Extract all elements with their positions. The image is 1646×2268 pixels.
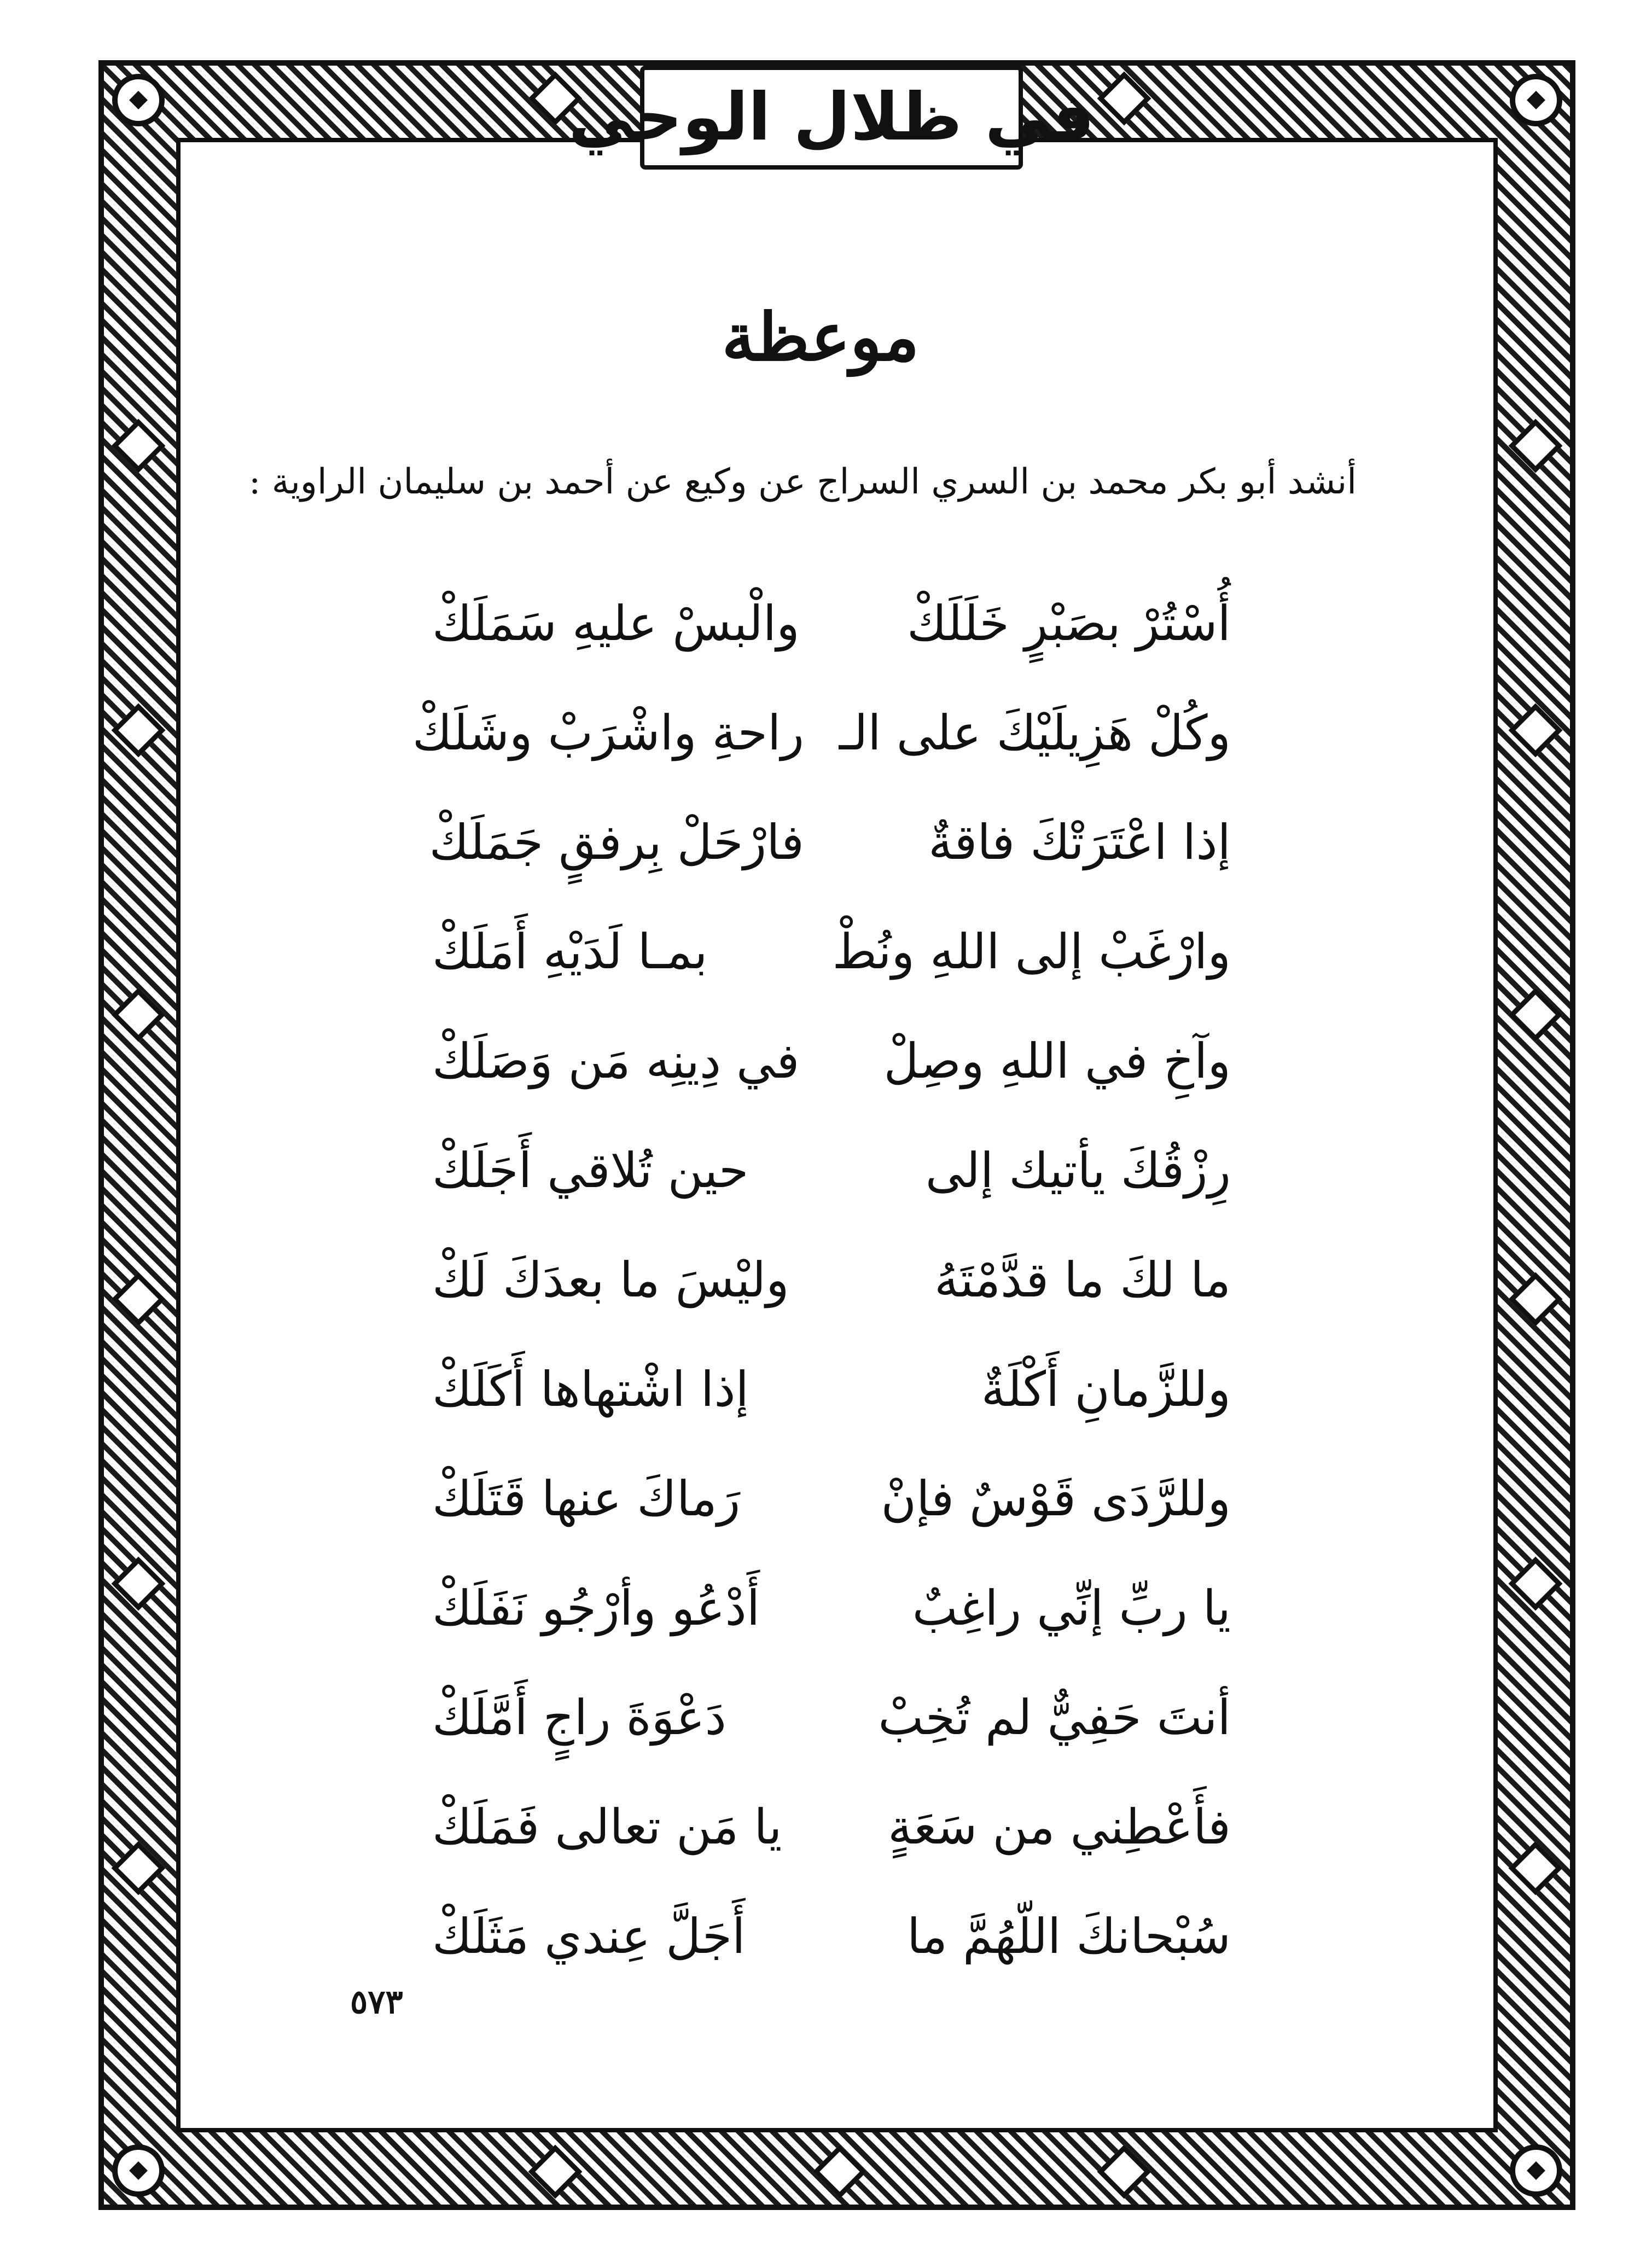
verse-first-hemistich: وللزَّمانِ أَكْلَةٌ (981, 1361, 1231, 1417)
corner-ornament-icon (112, 74, 165, 126)
verse-first-hemistich: رِزْقُكَ يأتيك إلى (925, 1142, 1231, 1199)
verse-line (432, 897, 1231, 1007)
verse-line (432, 1882, 1231, 1991)
poem-verses (412, 569, 1231, 1991)
verse-line (432, 1444, 1231, 1554)
verse-first-hemistich: ما لكَ ما قدَّمْتَهُ (934, 1252, 1231, 1308)
verse-line (412, 678, 1231, 788)
verse-second-hemistich: أَدْعُو وأرْجُو نَفَلَكْ (432, 1580, 760, 1636)
verse-first-hemistich: يا ربِّ إنِّي راغِبٌ (912, 1580, 1231, 1636)
verse-line (432, 1225, 1231, 1335)
verse-second-hemistich: رَماكَ عنها قَتَلَكْ (432, 1470, 741, 1527)
verse-second-hemistich: في دِينِه مَن وَصَلَكْ (432, 1033, 800, 1089)
corner-ornament-icon (1510, 74, 1562, 126)
corner-ornament-icon (1510, 2144, 1562, 2197)
verse-second-hemistich: وليْسَ ما بعدَكَ لَكْ (432, 1252, 789, 1308)
verse-second-hemistich: بمـا لَدَيْهِ أَمَلَكْ (432, 923, 708, 980)
poem-title: موعظة (722, 299, 920, 376)
verse-second-hemistich: والْبسْ عليهِ سَمَلَكْ (432, 595, 800, 652)
verse-first-hemistich: فأَعْطِني من سَعَةٍ (888, 1799, 1231, 1855)
verse-line (432, 1663, 1231, 1772)
verse-second-hemistich: دَعْوَةَ راجٍ أَمَّلَكْ (432, 1689, 726, 1746)
verse-line (432, 1116, 1231, 1225)
poem-intro: أنشد أبو بكر محمد بن السري السراج عن وكيع عن أحمد بن سليمان الراوية : (248, 462, 1357, 502)
verse-second-hemistich: يا مَن تعالى فَمَلَكْ (432, 1799, 782, 1855)
verse-line (432, 1007, 1231, 1116)
verse-first-hemistich: أُسْتُرْ بصَبْرٍ خَلَلَكْ (907, 595, 1231, 652)
verse-line (429, 788, 1231, 897)
verse-first-hemistich: وللرَّدَى قَوْسٌ فإنْ (881, 1470, 1231, 1527)
page-number: ٥٧٣ (350, 1983, 403, 2021)
verse-second-hemistich: حين تُلاقي أَجَلَكْ (432, 1142, 749, 1199)
header-title: في ظلال الوحي (568, 79, 1095, 155)
verse-line (432, 1554, 1231, 1663)
verse-first-hemistich: أنتَ حَفِيٌّ لم تُخِبْ (878, 1689, 1231, 1746)
verse-second-hemistich: راحةِ واشْرَبْ وشَلَكْ (412, 705, 804, 761)
verse-first-hemistich: إذا اعْتَرَتْكَ فاقةٌ (928, 814, 1231, 870)
verse-first-hemistich: وآخِ في اللهِ وصِلْ (883, 1033, 1231, 1089)
header-banner (568, 66, 1095, 170)
verse-first-hemistich: وكُلْ هَزِيلَيْكَ على الـ (839, 705, 1231, 761)
verse-line (432, 569, 1231, 678)
verse-line (432, 1772, 1231, 1882)
verse-line (432, 1335, 1231, 1444)
verse-first-hemistich: وارْغَبْ إلى اللهِ ونُطْ (832, 923, 1231, 980)
corner-ornament-icon (112, 2144, 165, 2197)
verse-second-hemistich: إذا اشْتهاها أَكَلَكْ (432, 1361, 749, 1417)
verse-first-hemistich: سُبْحانكَ اللّهُمَّ ما (907, 1908, 1231, 1964)
verse-second-hemistich: أَجَلَّ عِندي مَثَلَكْ (432, 1908, 746, 1964)
verse-second-hemistich: فارْحَلْ بِرفقٍ جَمَلَكْ (429, 814, 804, 870)
